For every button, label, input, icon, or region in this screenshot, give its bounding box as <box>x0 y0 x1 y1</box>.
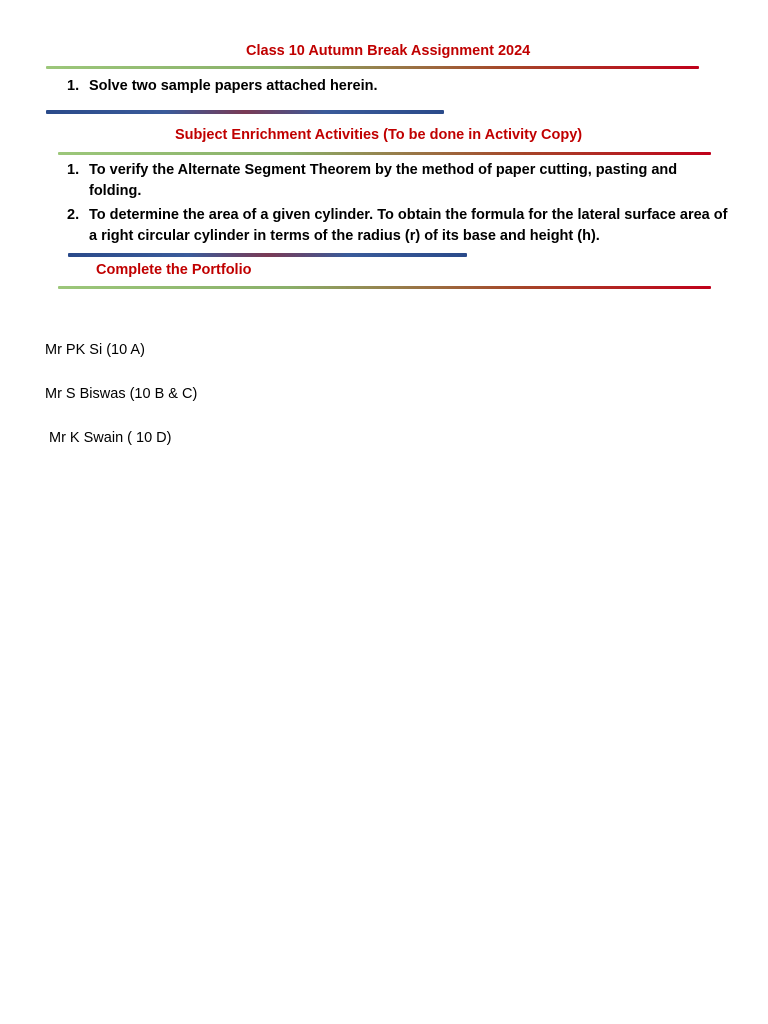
title-rule <box>46 66 699 69</box>
activity-number: 1. <box>67 162 80 178</box>
teacher-entry: Mr K Swain ( 10 D) <box>49 430 172 446</box>
activities-rule <box>68 253 467 257</box>
document-title: Class 10 Autumn Break Assignment 2024 <box>246 43 531 59</box>
main-task-text: Solve two sample papers attached herein. <box>89 78 378 94</box>
main-task-rule <box>46 110 444 114</box>
activity-number: 2. <box>67 207 80 223</box>
activity-item <box>67 205 732 247</box>
teacher-entry: Mr S Biswas (10 B & C) <box>45 386 198 402</box>
enrichment-rule <box>58 152 711 155</box>
portfolio-rule <box>58 286 711 289</box>
portfolio-heading: Complete the Portfolio <box>96 262 252 278</box>
teacher-entry: Mr PK Si (10 A) <box>45 342 145 358</box>
activity-text: To verify the Alternate Segment Theorem by the method of paper cutting, pasting and folding. <box>89 162 678 199</box>
activity-text: To determine the area of a given cylinder. To obtain the formula for the lateral surface area of a right circular cylinder in terms of the radius (r) of its base and height (h). <box>89 207 728 244</box>
main-task-number: 1. <box>67 78 80 94</box>
main-task <box>67 76 707 97</box>
activity-item <box>67 160 732 202</box>
enrichment-heading: Subject Enrichment Activities (To be done in Activity Copy) <box>175 127 583 143</box>
